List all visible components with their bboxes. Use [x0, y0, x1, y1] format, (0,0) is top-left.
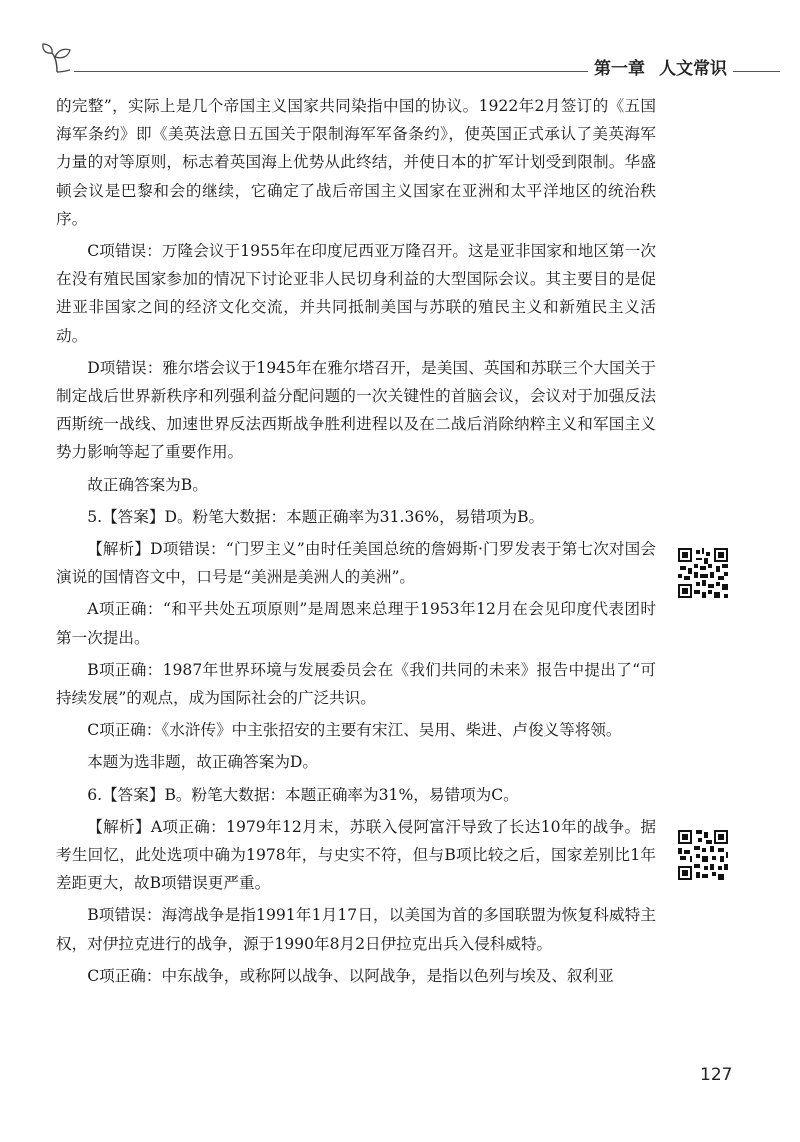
sprout-icon — [40, 40, 74, 74]
page-number: 127 — [700, 1065, 733, 1085]
analysis-5-a: A项正确：“和平共处五项原则”是周恩来总理于1953年12月在会见印度代表团时第一次提出。 — [56, 600, 656, 647]
chapter-number: 第一章 — [594, 59, 645, 79]
section-title: 人文常识 — [659, 59, 727, 79]
analysis-5-b: B项正确：1987年世界环境与发展委员会在《我们共同的未来》报告中提出了“可持续发展”的观点，成为国际社会的广泛共识。 — [56, 660, 656, 708]
analysis-6: 【解析】A项正确：1979年12月末，苏联入侵阿富汗导致了长达10年的战争。据考生回忆，此处选项中确为1978年，与史实不符，但与B项比较之后，国家差别比1年差距更大，故B项错误更严重。 — [56, 817, 656, 893]
answer-5-final: 本题为选非题，故正确答案为D。 — [87, 753, 319, 772]
qr-code-icon[interactable] — [678, 548, 728, 598]
chapter-title — [588, 54, 733, 79]
analysis-6-b: B项错误：海湾战争是指1991年1月17日，以美国为首的多国联盟为恢复科威特主权，对伊拉克进行的战争，源于1990年8月2日伊拉克出兵入侵科威特。 — [56, 906, 656, 953]
page-body — [56, 92, 656, 994]
paragraph-option-d: D项错误：雅尔塔会议于1945年在雅尔塔召开，是美国、英国和苏联三个大国关于制定战后世界新秩序和列强利益分配问题的一次关键性的首脑会议，会议对于加强反法西斯统一战线、加速世界反法西斯战争胜利进程以及在二战后消除纳粹主义和军国主义势力影响等起了重要作用。 — [56, 358, 656, 462]
answer-5: 5.【答案】D。粉笔大数据：本题正确率为31.36%，易错项为B。 — [87, 507, 545, 526]
analysis-5-c: C项正确：《水浒传》中主张招安的主要有宋江、吴用、柴进、卢俊义等将领。 — [87, 721, 622, 740]
analysis-5: 【解析】D项错误：“门罗主义”由时任美国总统的詹姆斯·门罗发表于第七次对国会演说的国情咨文中，口号是“美洲是美洲人的美洲”。 — [56, 540, 656, 587]
paragraph-continued: 的完整”，实际上是几个帝国主义国家共同染指中国的协议。1922年2月签订的《五国海军条约》即《美英法意日五国关于限制海军军备条约》，使英国正式承认了美英海军力量的对等原则，标志着英国海上优势从此终结，并使日本的扩军计划受到限制。华盛顿会议是巴黎和会的继续，它确定了战后帝国主义国家在亚洲和太平洋地区的统治秩序。 — [56, 97, 656, 228]
answer-6: 6.【答案】B。粉笔大数据：本题正确率为31%，易错项为C。 — [87, 785, 519, 804]
qr-code-icon[interactable] — [678, 830, 728, 880]
analysis-6-c: C项正确：中东战争，或称阿以战争、以阿战争，是指以色列与埃及、叙利亚 — [87, 966, 614, 985]
page-header — [40, 30, 780, 80]
answer-line: 故正确答案为B。 — [87, 475, 208, 494]
paragraph-option-c: C项错误：万隆会议于1955年在印度尼西亚万隆召开。这是亚非国家和地区第一次在没有殖民国家参加的情况下讨论亚非人民切身利益的大型国际会议。其主要目的是促进亚非国家之间的经济文化交流，并共同抵制美国与苏联的殖民主义和新殖民主义活动。 — [56, 242, 656, 345]
